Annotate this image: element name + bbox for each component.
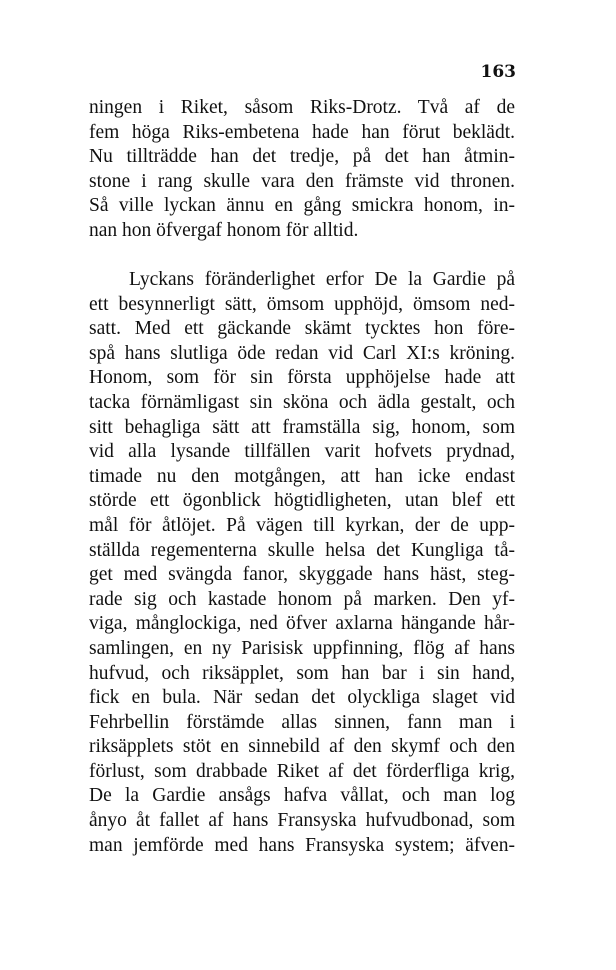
paragraph-2 — [89, 268, 515, 858]
text-line: förlust, som drabbade Riket af det förderfliga krig, — [89, 760, 515, 782]
text-line: fem höga Riks-embetena hade han förut beklädt. — [89, 121, 515, 143]
text-line: tacka förnämligast sin sköna och ädla gestalt, och — [89, 391, 515, 413]
text-line: störde ett ögonblick högtidligheten, utan blef ett — [89, 490, 515, 512]
text-line: ställda regementerna skulle helsa det Kungliga tå- — [89, 539, 515, 561]
text-line: sitt behagliga sätt att framställa sig, honom, som — [89, 416, 515, 438]
text-line: man jemförde med hans Fransyska system; äfven- — [89, 834, 515, 856]
text-line: riksäpplets stöt en sinnebild af den skymf och den — [89, 736, 515, 758]
text-line: ånyo åt fallet af hans Fransyska hufvudbonad, som — [89, 810, 515, 832]
text-line: spå hans slutliga öde redan vid Carl XI:s kröning. — [89, 342, 515, 364]
text-line: rade sig och kastade honom på marken. Den yf- — [89, 588, 515, 610]
text-line: Fehrbellin förstämde allas sinnen, fann man i — [89, 711, 515, 733]
text-line: De la Gardie ansågs hafva vållat, och man log — [89, 785, 515, 807]
text-line: Så ville lyckan ännu en gång smickra honom, in- — [89, 195, 515, 217]
text-line: ningen i Riket, såsom Riks-Drotz. Två af de — [89, 97, 515, 118]
text-line: hufvud, och riksäpplet, som han bar i sin hand, — [89, 662, 515, 684]
text-line: viga, månglockiga, ned öfver axlarna hängande hår- — [89, 613, 515, 635]
text-line: stone i rang skulle vara den främste vid thronen. — [89, 170, 515, 192]
text-line: satt. Med ett gäckande skämt tycktes hon före- — [89, 318, 515, 340]
text-line: mål för åtlöjet. På vägen till kyrkan, der de upp- — [89, 514, 515, 536]
text-line: get med svängda fanor, skyggade hans häst, steg- — [89, 564, 515, 586]
text-line: ett besynnerligt sätt, ömsom upphöjd, ömsom ned- — [89, 293, 515, 315]
text-line: fick en bula. När sedan det olyckliga slaget vid — [89, 687, 515, 709]
text-line: timade nu den motgången, att han icke endast — [89, 465, 515, 487]
text-line: samlingen, en ny Parisisk uppfinning, flög af hans — [89, 637, 515, 659]
text-line: Lyckans föränderlighet erfor De la Gardie på — [129, 269, 515, 290]
text-line: nan hon öfvergaf honom för alltid. — [89, 219, 359, 241]
page-number: 163 — [480, 62, 516, 82]
text-line: Nu tillträdde han det tredje, på det han åtmin- — [89, 146, 515, 168]
paragraph-1 — [89, 96, 515, 244]
text-line: vid alla lysande tillfällen varit hofvets prydnad, — [89, 441, 515, 463]
text-line: Honom, som för sin första upphöjelse hade att — [89, 367, 515, 389]
